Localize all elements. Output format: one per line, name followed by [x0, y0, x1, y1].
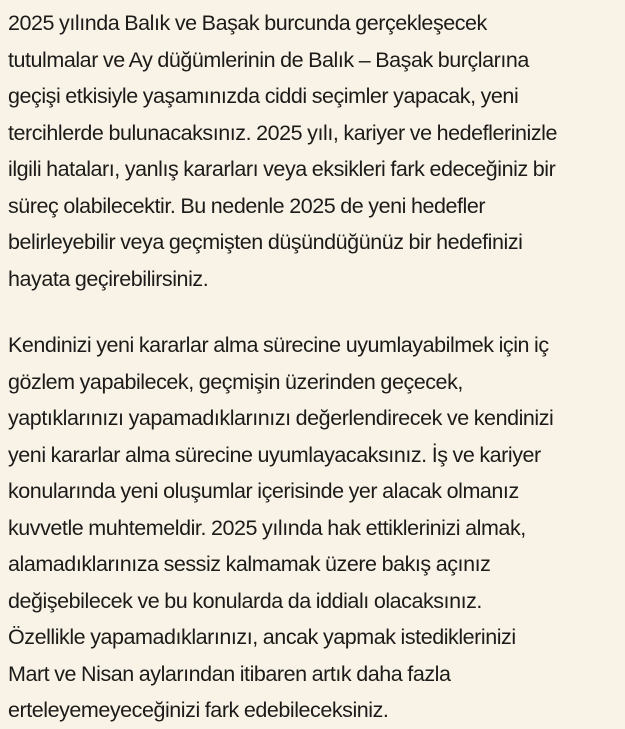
paragraph-new-decisions: Kendinizi yeni kararlar alma sürecine uyumlayabilmek için iç gözlem yapabilecek, geçmişin üzerinden geçecek, yaptıklarınızı yapamadıklarınızı değerlendirecek ve kendinizi yeni kararlar alma sürecine uyumlayacaksınız. İş ve kariyer konularında yeni oluşumlar içerisinde yer alacak olmanız kuvvetle muhtemeldir. 2025 yılında hak ettiklerinizi almak, alamadıklarınıza sessiz kalmamak üzere bakış açınız değişebilecek ve bu konularda da iddialı olacaksınız. Özellikle yapamadıklarınızı, ancak yapmak istediklerinizi Mart ve Nisan aylarından itibaren artık daha fazla erteleyemeyeceğinizi fark edebileceksiniz. — [8, 333, 554, 722]
paragraph-career-goals-2025: 2025 yılında Balık ve Başak burcunda gerçekleşecek tutulmalar ve Ay düğümlerinin de Balık – Başak burçlarına geçişi etkisiyle yaşamınızda ciddi seçimler yapacak, yeni tercihlerde bulunacaksınız. 2025 yılı, kariyer ve hedeflerinizle ilgili hataları, yanlış kararları veya eksikleri fark edeceğiniz bir süreç olabilecektir. Bu nedenle 2025 de yeni hedefler belirleyebilir veya geçmişten düşündüğünüz bir hedefinizi hayata geçirebilirsiniz. — [8, 11, 558, 291]
